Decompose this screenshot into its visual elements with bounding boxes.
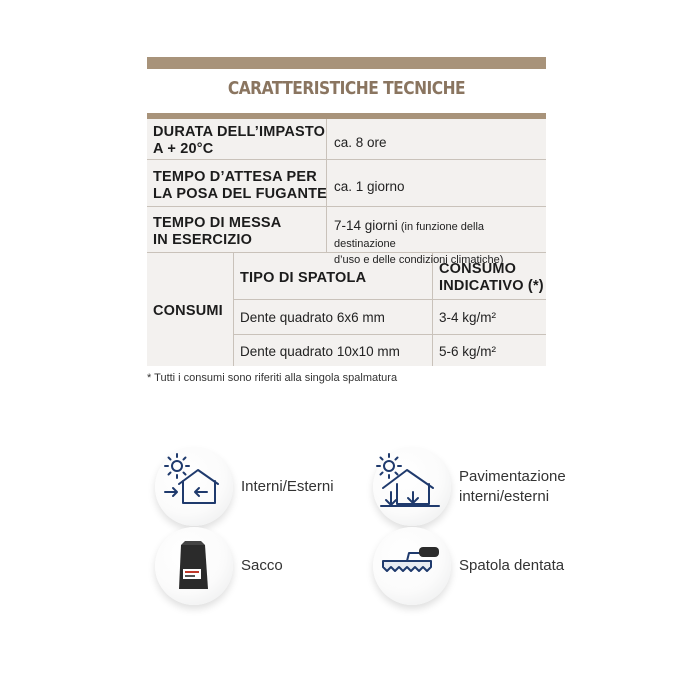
feature-spatola — [373, 527, 564, 605]
row-esercizio-value: 7-14 giorni (in funzione della destinazione d’uso e delle condizioni climatiche) — [334, 218, 504, 266]
feature-interni-esterni-label: Interni/Esterni — [241, 478, 334, 495]
notched-trowel-icon — [373, 527, 451, 605]
consumi-row-1-tipo: Dente quadrato 6x6 mm — [240, 310, 385, 325]
row-esercizio-label: TEMPO DI MESSA IN ESERCIZIO — [153, 215, 282, 248]
feature-spatola-label: Spatola dentata — [459, 557, 565, 574]
row-attesa-value: ca. 1 giorno — [334, 179, 405, 194]
consumi-row-2-tipo: Dente quadrato 10x10 mm — [240, 344, 400, 359]
bag-icon — [155, 527, 233, 605]
header-bar-top — [147, 57, 546, 69]
consumi-row-2-consumo: 5-6 kg/m² — [439, 344, 497, 359]
footnote: * Tutti i consumi sono riferiti alla singola spalmatura — [147, 372, 398, 384]
row-attesa-label: TEMPO D’ATTESA PER LA POSA DEL FUGANTE — [153, 169, 328, 202]
house-indoor-outdoor-icon — [155, 448, 233, 526]
house-floor-icon — [373, 448, 451, 526]
section-title: CARATTERISTICHE TECNICHE — [227, 78, 466, 99]
col-consumo-header: CONSUMO INDICATIVO (*) — [439, 261, 544, 294]
feature-pavimentazione — [373, 448, 566, 526]
row-durata-label: DURATA DELL’IMPASTO A + 20°C — [153, 124, 326, 157]
col-tipo-header: TIPO DI SPATOLA — [240, 270, 367, 286]
feature-pavimentazione-label: Pavimentazione interni/esterni — [459, 468, 566, 505]
feature-sacco-label: Sacco — [241, 557, 283, 574]
row-durata-value: ca. 8 ore — [334, 135, 387, 150]
feature-interni-esterni — [155, 448, 334, 526]
feature-sacco — [155, 527, 283, 605]
consumi-label: CONSUMI — [153, 303, 223, 319]
consumi-row-1-consumo: 3-4 kg/m² — [439, 310, 497, 325]
specs-table — [147, 119, 546, 366]
